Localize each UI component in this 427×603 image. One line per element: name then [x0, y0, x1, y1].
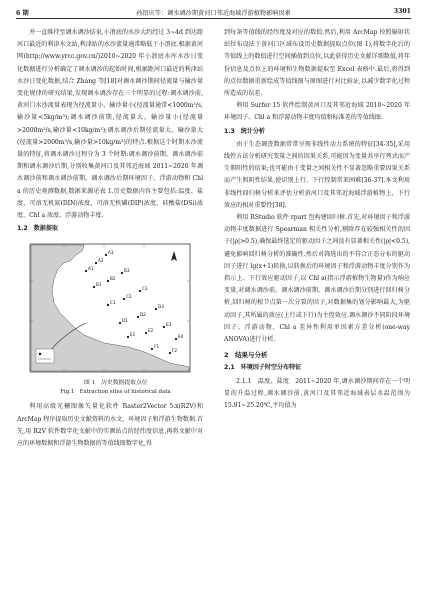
station-label: A2	[98, 258, 104, 264]
station-point	[127, 336, 129, 338]
page-issue: 6 期	[16, 10, 29, 17]
figure-caption-cn: 图 1 历史数据提取点位	[84, 380, 148, 387]
running-header	[16, 8, 411, 19]
station-label: C1	[110, 300, 116, 306]
paragraph: 由于生态调查数据常常呈现非线性动力系统的特征[34-35],采用线性方法分析研究变量之间的因果关系,可能因为变量共享行列式而产生假阳性的结果;也可能由于变量之间相关性不显著忽略重要因果关系而产生假阴性结果,使识别上行、下行控制常来困难[36-37].本文利用非线性回归树分析来评估分析黄河口及其邻近海域浮游植物上、下行效应的相对重要性[38].	[224, 140, 410, 209]
left-column	[17, 27, 203, 450]
station-point	[85, 270, 87, 272]
paragraph: 利用 RStudio 软件 rpart 包构建回归树.首先,对环境因子和浮游动物丰度数据进行 Spearman 相关性分析,剔除存在较强相关性的因子(|ρ|>0.5),确保最终选定的驱动因子之间没有显著相关性(|ρ|<0.5),避免影响回归树分析的准确性.然后对筛选出的不符合正态分布的驱动因子进行 lg(x+1)转换,以转换后的环境因子和浮游动物丰度分别作为指示上、下行效应驱动因子,以 Chl a(指示浮游植物生物量)作为响应变量,对调水调沙前、调水调沙前期、调水调沙后期分别进行回归树分析,回归树的根节点第一次分裂的因子,对数据集的划分影响最大,为驱动因子,其所属的效应(上行或下行)为主控效应.调水调沙不同阶段环境因子、浮游动物、Chl a 差异性利用单因素方差分析(one-way ANOVA)进行分析.	[224, 214, 410, 344]
station-point	[155, 308, 157, 310]
station-point	[137, 316, 139, 318]
station-label: E3	[166, 322, 172, 328]
station-label: D2	[140, 312, 146, 318]
station-point	[105, 254, 107, 256]
paragraph: 到每条等值线的经纬度及对应的数值.然后,利用 ArcMap 按照辐射状站位布设法于黄河口区域布设历史数据提取点位(图 1),将数字化后的等值线上的数值进行空间插值到点位,以此获得历史文献详细数值,将年份信息及点位上的环境和生物数据提取至 Excel 表格中.最后,将得到的点位数据重新绘成等值线图与原图进行对比验证,以减少数字化过程所造成的误差.	[224, 29, 410, 98]
station-label: A3	[108, 250, 114, 256]
station-point	[121, 272, 123, 274]
station-label: A1	[88, 266, 94, 272]
station-label: B2	[110, 276, 116, 282]
paragraph: 利用高级光栅图像矢量化软件 Raster2Vector 5.x(R2V)和 ArcMap 程序提取历史文献资料的水文、环境因子和浮游生物数据.首先,用 R2V 软件数字化文献中的实测站点的经纬度信息,再将文献中对应的环境数据和浮游生物数据的等值线图数字化,得	[17, 403, 203, 448]
station-point	[163, 326, 165, 328]
station-label: C3	[142, 286, 148, 292]
figure-1	[17, 241, 203, 397]
paragraph: 2.1.1 温度、盐度 2011~2020 年,调水调沙期间存在一个明显的升温过程,调水调沙前,黄河口及其邻近海域表层水温范围为 15.91~25.20℃,平均值为	[224, 377, 410, 410]
page-number: 3301	[393, 8, 411, 15]
station-point	[145, 332, 147, 334]
station-point	[169, 352, 171, 354]
station-point	[107, 280, 109, 282]
station-label: D3	[158, 304, 164, 310]
subsection-heading: 2.1 环境因子时空分布特征	[224, 364, 302, 372]
station-label: E1	[130, 332, 136, 338]
station-label: E4	[178, 334, 184, 340]
station-label: F1	[154, 344, 160, 350]
section-heading: 1.2 数据提取	[17, 225, 58, 233]
station-label: B3	[124, 268, 130, 274]
section-heading: 1.3 统计分析	[224, 127, 265, 135]
station-point	[175, 338, 177, 340]
station-label: B1	[96, 282, 102, 288]
station-point	[151, 348, 153, 350]
running-title: 孙绍庆等：调水调沙期黄河口邻近海域浮游植物影响因素	[136, 10, 291, 17]
station-label: D1	[122, 318, 128, 324]
station-label: E2	[148, 328, 154, 334]
station-label: F2	[172, 348, 178, 354]
paragraph: 并一直维持至调水调沙结束,小浪底的水沙大约经过 3~4d 到达距河口最近的利津水文站,利津站的水沙流量通常略低于小浪底.根据黄河网(http://www.yrcc.gov.cn/)2010~2020 年小浪底水库水沙日变化数据进行分析确定了调水调沙的起始时间,根据距河口最近的利津站水沙日变化数据,结合 Zhang 等[18]对调水调沙期间径流量与输沙量变化规律的研究结果,发现调水调沙存在三个明显的过程:调水调沙前,黄河口水沙流量表现为径流量小、输沙量小(径流量通常<1000m³/s,输沙量<5kg/m³);调水调沙前期,径流量大、输沙量小(径流量>2000m³/s,输沙量<10kg/m³);调水调沙后期径流量大、输沙量大(径流量>2000m³/s,输沙量>10kg/m³)的特点.根据这个时期水沙流量的特征,将调水调沙过程分为 3 个时期:调水调沙前期、调水调沙前期和调水调沙后期,分别收集黄河口及其邻近海域 2011~2020 年调水调沙前和调水调沙前期、调水调沙后期环境因子、浮游动物和 Chl a 的历史观测数据,数据来源见表 1.历史数据内容主要包括:温度、盐度、可溶无机氮(DIN)浓度、可溶无机磷(DIP)浓度、硅酸盐(DSi)浓度、Chl a 浓度、浮游动物丰度.	[17, 29, 203, 220]
paragraph: 利用 Surfer 15 软件绘制黄河口及其邻近海域 2010~2020 年环境因子、Chl a 和浮游动物丰度均值和标准差的等值线图.	[224, 102, 410, 122]
station-point	[123, 298, 125, 300]
figure-caption-en: Fig.1 Extraction sites of historical data	[60, 389, 171, 396]
station-label: C2	[126, 294, 132, 300]
legend-box	[36, 349, 54, 363]
station-point	[93, 286, 95, 288]
station-point	[95, 262, 97, 264]
station-point	[119, 322, 121, 324]
section-heading: 2 结果与分析	[224, 351, 268, 360]
station-point	[107, 304, 109, 306]
right-column	[224, 27, 410, 412]
station-point	[139, 290, 141, 292]
station-map	[24, 241, 196, 379]
